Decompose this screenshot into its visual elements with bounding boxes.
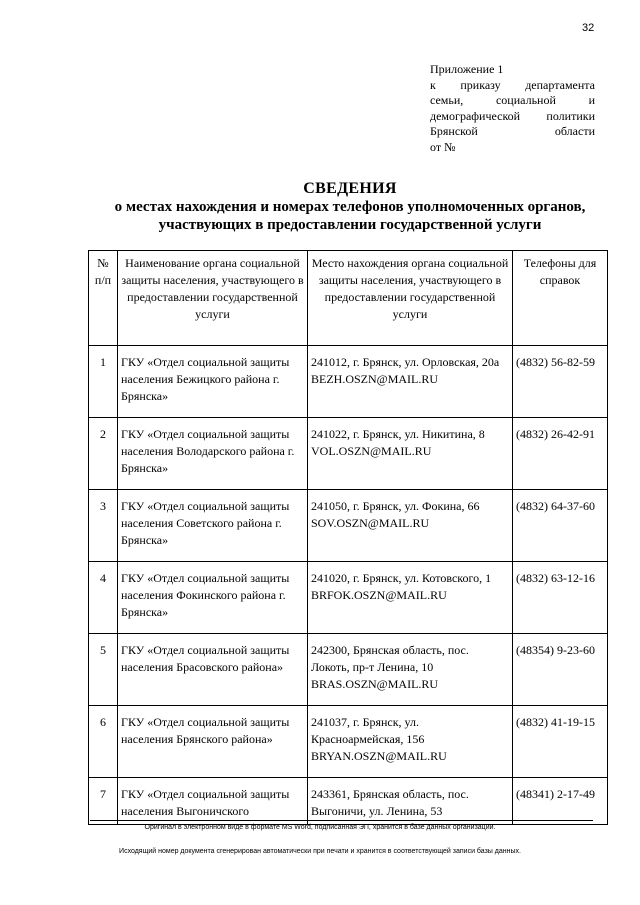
row-number: 5 — [89, 634, 118, 706]
title-line-2: участвующих в предоставлении государственной услуги — [158, 217, 542, 233]
table-row — [89, 706, 608, 778]
office-phone: (48341) 2-17-49 — [513, 778, 608, 825]
table-row — [89, 490, 608, 562]
page-number: 32 — [582, 22, 595, 34]
row-number: 6 — [89, 706, 118, 778]
address-text: 241050, г. Брянск, ул. Фокина, 66 — [311, 499, 480, 513]
address-text: 242300, Брянская область, пос. Локоть, пр-т Ленина, 10 — [311, 643, 469, 674]
title-heading: СВЕДЕНИЯ — [303, 180, 397, 197]
address-text: 241012, г. Брянск, ул. Орловская, 20а — [311, 355, 500, 369]
header-address: Место нахождения органа социальной защиты населения, участвующего в предоставлении государственной услуги — [308, 251, 513, 346]
table-row — [89, 778, 608, 825]
appendix-block — [430, 62, 595, 155]
office-address — [308, 562, 513, 634]
office-name: ГКУ «Отдел социальной защиты населения Брасовского района» — [118, 634, 308, 706]
office-name: ГКУ «Отдел социальной защиты населения Фокинского района г. Брянска» — [118, 562, 308, 634]
office-email: BRFOK.OSZN@MAIL.RU — [311, 588, 447, 602]
table-row — [89, 346, 608, 418]
office-email: SOV.OSZN@MAIL.RU — [311, 516, 430, 530]
footer-note-1: Оригинал в электронном виде в формате MS Word, подписанная ЭП, хранится в базе данных организации. — [144, 824, 496, 831]
office-email: BRAS.OSZN@MAIL.RU — [311, 677, 439, 691]
office-address — [308, 346, 513, 418]
row-number: 1 — [89, 346, 118, 418]
office-name: ГКУ «Отдел социальной защиты населения Бежицкого района г. Брянска» — [118, 346, 308, 418]
table-row — [89, 418, 608, 490]
header-name: Наименование органа социальной защиты населения, участвующего в предоставлении государственной услуги — [118, 251, 308, 346]
header-phone: Телефоны для справок — [513, 251, 608, 346]
office-email: VOL.OSZN@MAIL.RU — [311, 444, 432, 458]
office-address — [308, 706, 513, 778]
office-name: ГКУ «Отдел социальной защиты населения Советского района г. Брянска» — [118, 490, 308, 562]
address-text: 243361, Брянская область, пос. Выгоничи, ул. Ленина, 53 — [311, 787, 469, 818]
office-name: ГКУ «Отдел социальной защиты населения Выгоничского — [118, 778, 308, 825]
office-phone: (4832) 63-12-16 — [513, 562, 608, 634]
office-phone: (48354) 9-23-60 — [513, 634, 608, 706]
appendix-line: к приказу департамента — [430, 77, 595, 92]
office-address — [308, 778, 513, 825]
office-name: ГКУ «Отдел социальной защиты населения Володарского района г. Брянска» — [118, 418, 308, 490]
address-text: 241037, г. Брянск, ул. Красноармейская, 156 — [311, 715, 425, 746]
row-number: 3 — [89, 490, 118, 562]
header-num: № п/п — [89, 251, 118, 346]
title-line-1: о местах нахождения и номерах телефонов уполномоченных органов, — [114, 199, 586, 215]
office-email: BEZH.OSZN@MAIL.RU — [311, 372, 439, 386]
row-number: 2 — [89, 418, 118, 490]
address-text: 241022, г. Брянск, ул. Никитина, 8 — [311, 427, 485, 441]
office-email: BRYAN.OSZN@MAIL.RU — [311, 749, 447, 763]
office-address — [308, 490, 513, 562]
office-phone: (4832) 41-19-15 — [513, 706, 608, 778]
row-number: 7 — [89, 778, 118, 825]
table-row — [89, 634, 608, 706]
office-address — [308, 418, 513, 490]
office-phone: (4832) 64-37-60 — [513, 490, 608, 562]
footer-divider — [90, 820, 593, 821]
document-title — [60, 180, 640, 234]
address-text: 241020, г. Брянск, ул. Котовского, 1 — [311, 571, 492, 585]
appendix-line: Брянской области — [430, 124, 595, 138]
office-name: ГКУ «Отдел социальной защиты населения Брянского района» — [118, 706, 308, 778]
table-row — [89, 562, 608, 634]
offices-table — [88, 250, 608, 825]
footer-note-2: Исходящий номер документа сгенерирован автоматически при печати и хранится в соответствующей записи базы данных. — [119, 848, 521, 855]
appendix-line: демографической политики — [430, 108, 595, 123]
office-address — [308, 634, 513, 706]
row-number: 4 — [89, 562, 118, 634]
table-header-row — [89, 251, 608, 346]
office-phone: (4832) 56-82-59 — [513, 346, 608, 418]
appendix-line: от № — [430, 139, 456, 154]
appendix-line: семьи, социальной и — [430, 93, 595, 107]
office-phone: (4832) 26-42-91 — [513, 418, 608, 490]
appendix-line: Приложение 1 — [430, 62, 504, 76]
